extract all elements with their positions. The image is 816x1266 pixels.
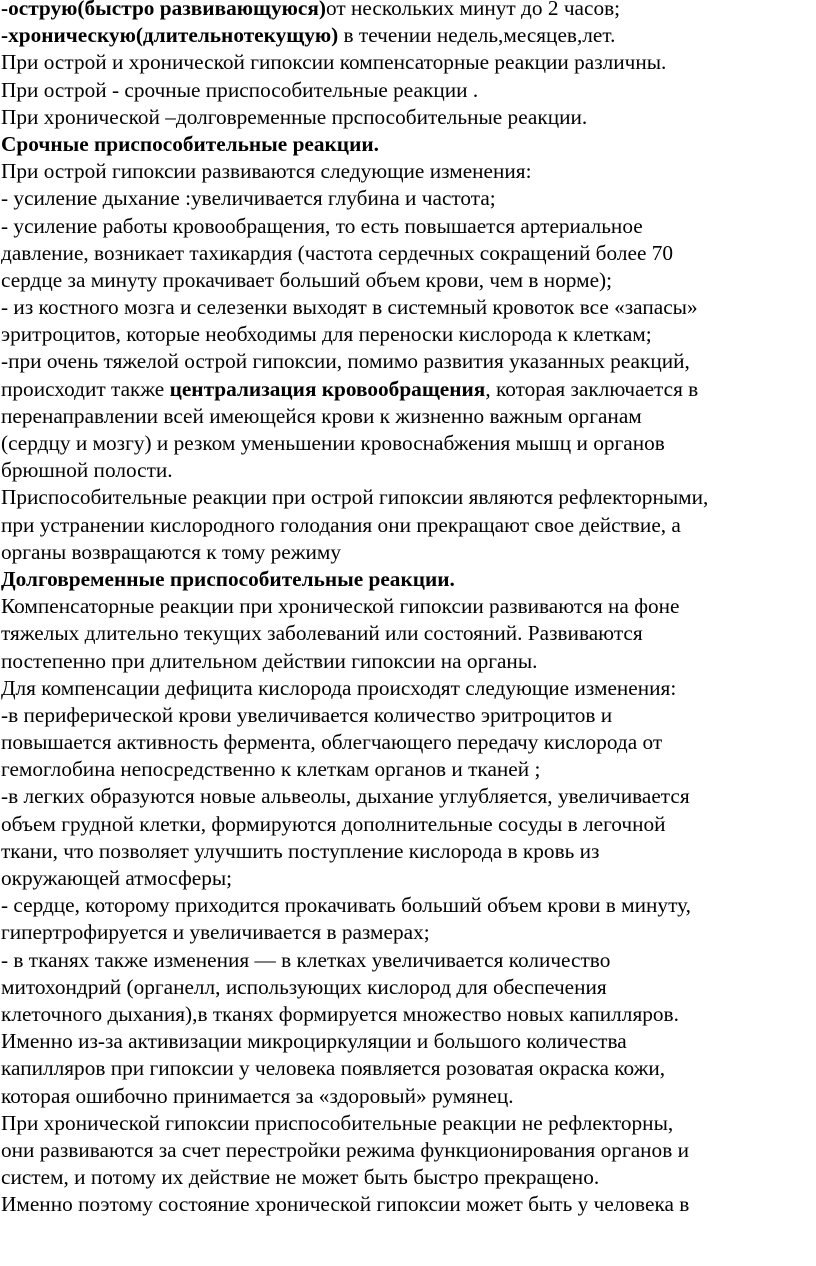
text-segment: гемоглобина непосредственно к клеткам органов и тканей ;	[1, 757, 541, 782]
text-line	[1, 620, 816, 647]
text-line	[1, 702, 816, 729]
text-segment: - сердце, которому приходится прокачивать больший объем крови в минуту,	[1, 893, 691, 918]
text-segment: при устранении кислородного голодания они прекращают свое действие, а	[1, 512, 681, 537]
text-line	[1, 213, 816, 240]
text-line	[1, 0, 816, 22]
text-line	[1, 1191, 816, 1218]
text-line	[1, 512, 816, 539]
text-segment: -при очень тяжелой острой гипоксии, помимо развития указанных реакций,	[1, 349, 690, 374]
text-line	[1, 1028, 816, 1055]
text-segment: При острой гипоксии развиваются следующие изменения:	[1, 159, 532, 184]
text-line	[1, 22, 816, 49]
text-line	[1, 838, 816, 865]
bold-text-segment: Срочные приспособительные реакции.	[1, 131, 379, 156]
text-segment: тяжелых длительно текущих заболеваний или состояний. Развиваются	[1, 621, 643, 646]
text-line	[1, 648, 816, 675]
text-segment: происходит также	[1, 376, 170, 401]
text-segment: давление, возникает тахикардия (частота сердечных сокращений более 70	[1, 240, 674, 265]
text-segment: брюшной полости.	[1, 458, 173, 483]
text-line	[1, 974, 816, 1001]
text-segment: - усиление дыхание :увеличивается глубина и частота;	[1, 186, 496, 211]
text-line	[1, 947, 816, 974]
text-segment: При хронической –долговременные прспособительные реакции.	[1, 104, 588, 129]
text-line	[1, 348, 816, 375]
text-segment: в течении недель,месяцев,лет.	[338, 23, 616, 48]
text-line	[1, 403, 816, 430]
text-segment: объем грудной клетки, формируются дополнительные сосуды в легочной	[1, 811, 666, 836]
text-line	[1, 131, 816, 158]
text-line	[1, 729, 816, 756]
text-segment: Приспособительные реакции при острой гипоксии являются рефлекторными,	[1, 485, 709, 510]
text-line	[1, 457, 816, 484]
text-line	[1, 539, 816, 566]
text-line	[1, 1164, 816, 1191]
bold-text-segment: централизация кровообращения	[169, 376, 486, 401]
text-line	[1, 783, 816, 810]
text-segment: капилляров при гипоксии у человека появляется розоватая окраска кожи,	[1, 1056, 666, 1081]
text-segment: постепенно при длительном действии гипоксии на органы.	[1, 648, 538, 673]
text-segment: , которая заключается в	[485, 376, 699, 401]
text-line	[1, 430, 816, 457]
text-line	[1, 1083, 816, 1110]
text-segment: При острой - срочные приспособительные реакции .	[1, 77, 479, 102]
text-segment: Именно из-за активизации микроциркуляции и большого количества	[1, 1029, 627, 1054]
text-segment: эритроцитов, которые необходимы для переноски кислорода к клеткам;	[1, 322, 652, 347]
text-segment: от нескольких минут до 2 часов;	[325, 0, 621, 20]
text-line	[1, 267, 816, 294]
text-segment: При хронической гипоксии приспособительные реакции не рефлекторны,	[1, 1110, 674, 1135]
text-segment: - усиление работы кровообращения, то есть повышается артериальное	[1, 213, 643, 238]
text-segment: -в периферической крови увеличивается количество эритроцитов и	[1, 702, 613, 727]
text-line	[1, 158, 816, 185]
bold-text-segment: Долговременные приспособительные реакции.	[1, 566, 455, 591]
text-line	[1, 104, 816, 131]
text-line	[1, 77, 816, 104]
text-segment: систем, и потому их действие не может быть быстро прекращено.	[1, 1165, 600, 1190]
text-line	[1, 756, 816, 783]
text-line	[1, 919, 816, 946]
text-line	[1, 811, 816, 838]
text-segment: органы возвращаются к тому режиму	[1, 539, 341, 564]
text-line	[1, 185, 816, 212]
text-line	[1, 321, 816, 348]
text-segment: Для компенсации дефицита кислорода происходят следующие изменения:	[1, 675, 677, 700]
text-line	[1, 865, 816, 892]
text-segment: (сердцу и мозгу) и резком уменьшении кровоснабжения мышц и органов	[1, 431, 665, 455]
text-segment: окружающей атмосферы;	[1, 866, 233, 890]
text-segment: ткани, что позволяет улучшить поступление кислорода в кровь из	[1, 838, 600, 863]
text-segment: сердце за минуту прокачивает больший объем крови, чем в норме);	[1, 267, 613, 292]
text-line	[1, 593, 816, 620]
text-segment: повышается активность фермента, облегчающего передачу кислорода от	[1, 730, 663, 755]
text-segment: - из костного мозга и селезенки выходят в системный кровоток все «запасы»	[1, 295, 698, 320]
text-line	[1, 240, 816, 267]
text-segment: При острой и хронической гипоксии компенсаторные реакции различны.	[1, 50, 667, 75]
text-line	[1, 1137, 816, 1164]
text-segment: митохондрий (органелл, использующих кислород для обеспечения	[1, 974, 607, 999]
text-line	[1, 1055, 816, 1082]
text-line	[1, 892, 816, 919]
text-line	[1, 566, 816, 593]
bold-text-segment: -хроническую(длительнотекущую)	[1, 23, 339, 48]
text-line	[1, 1110, 816, 1137]
text-line	[1, 675, 816, 702]
text-segment: гипертрофируется и увеличивается в размерах;	[1, 920, 430, 945]
text-segment: перенаправлении всей имеющейся крови к жизненно важным органам	[1, 403, 642, 428]
text-segment: клеточного дыхания),в тканях формируется множество новых капилляров.	[1, 1001, 679, 1026]
text-segment: они развиваются за счет перестройки режима функционирования органов и	[1, 1137, 689, 1162]
text-line	[1, 484, 816, 511]
text-line	[1, 49, 816, 76]
text-segment: которая ошибочно принимается за «здоровый» румянец.	[1, 1083, 514, 1108]
text-line	[1, 376, 816, 403]
text-segment: Именно поэтому состояние хронической гипоксии может быть у человека в	[1, 1192, 690, 1217]
text-line	[1, 1001, 816, 1028]
bold-text-segment: -острую(быстро развивающуюся)	[1, 0, 326, 20]
text-segment: -в легких образуются новые альвеолы, дыхание углубляется, увеличивается	[1, 784, 690, 809]
text-line	[1, 294, 816, 321]
text-segment: Компенсаторные реакции при хронической гипоксии развиваются на фоне	[1, 594, 680, 619]
text-segment: - в тканях также изменения — в клетках увеличивается количество	[1, 947, 611, 972]
